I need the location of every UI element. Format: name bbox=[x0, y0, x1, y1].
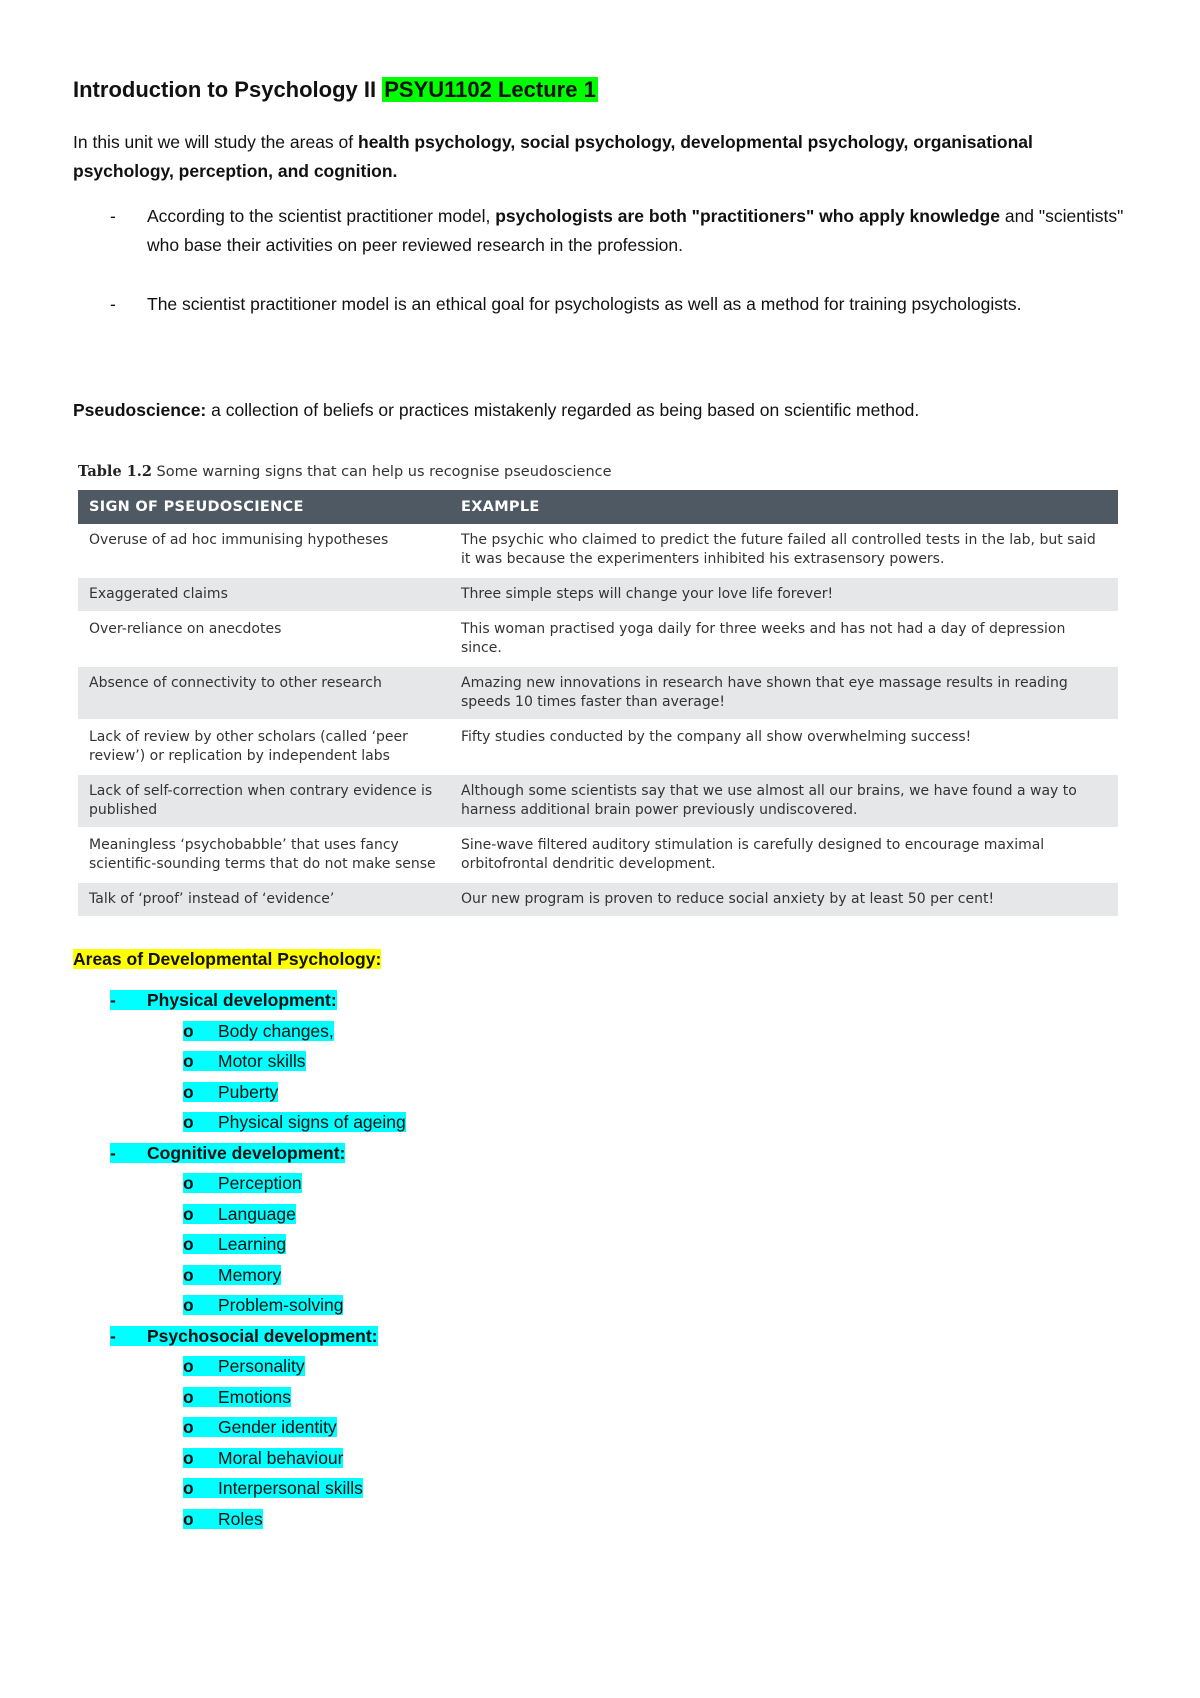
area-subitem bbox=[183, 1354, 305, 1379]
table-cell-sign: Lack of self-correction when contrary evidence is published bbox=[78, 774, 450, 828]
area-subitem-bullet: o bbox=[183, 1020, 194, 1041]
table-cell-sign: Lack of review by other scholars (called ‘peer review’) or replication by independent labs bbox=[78, 720, 450, 774]
area-subitem-highlight bbox=[183, 1509, 263, 1529]
area-subitem-bullet: o bbox=[183, 1386, 194, 1407]
area-subitem-label: Memory bbox=[218, 1264, 282, 1285]
table-header-sign: SIGN OF PSEUDOSCIENCE bbox=[78, 490, 450, 524]
area-subitem bbox=[183, 1049, 306, 1074]
area-subitem bbox=[183, 1019, 334, 1044]
area-subitem bbox=[183, 1446, 343, 1471]
area-subitem-label: Gender identity bbox=[218, 1417, 337, 1437]
area-subitem bbox=[183, 1202, 296, 1227]
areas-heading-text: Areas of Developmental Psychology: bbox=[73, 949, 382, 969]
area-subitem-label: Personality bbox=[218, 1356, 305, 1376]
area-subitem-highlight bbox=[183, 1112, 406, 1132]
table-cell-example: Fifty studies conducted by the company all show overwhelming success! bbox=[450, 720, 1118, 774]
area-category-highlight bbox=[110, 1143, 345, 1163]
table-cell-sign: Exaggerated claims bbox=[78, 577, 450, 612]
pseudoscience-table bbox=[78, 490, 1118, 918]
area-subitem-bullet: o bbox=[183, 1356, 194, 1376]
area-subitem-highlight bbox=[183, 1051, 306, 1071]
table-row bbox=[78, 577, 1118, 612]
table-row bbox=[78, 666, 1118, 720]
area-subitem-bullet: o bbox=[183, 1417, 194, 1437]
table-cell-example: Although some scientists say that we use almost all our brains, we have found a way to harness additional brain power previously undiscovered. bbox=[450, 774, 1118, 828]
area-subitem-label: Perception bbox=[218, 1173, 302, 1193]
area-subitem-label: Interpersonal skills bbox=[218, 1478, 363, 1498]
area-subitem-bullet: o bbox=[183, 1112, 194, 1132]
area-category-label: Psychosocial development: bbox=[147, 1325, 378, 1346]
area-subitem bbox=[183, 1171, 302, 1196]
area-subitem-bullet: o bbox=[183, 1234, 194, 1254]
area-subitem-bullet: o bbox=[183, 1478, 194, 1498]
table-cell-sign: Talk of ‘proof’ instead of ‘evidence’ bbox=[78, 882, 450, 917]
area-subitem bbox=[183, 1385, 291, 1410]
area-subitem-bullet: o bbox=[183, 1447, 194, 1468]
area-category bbox=[110, 1141, 345, 1166]
table-cell-sign: Over-reliance on anecdotes bbox=[78, 612, 450, 666]
table-row bbox=[78, 774, 1118, 828]
area-category-dash: - bbox=[110, 1142, 116, 1163]
table-cell-sign: Absence of connectivity to other research bbox=[78, 666, 450, 720]
bullet-part-bold: psychologists are both "practitioners" who apply knowledge bbox=[495, 206, 1000, 226]
area-subitem-highlight bbox=[183, 1204, 296, 1224]
intro-prefix: In this unit we will study the areas of bbox=[73, 132, 358, 152]
area-subitem-highlight bbox=[183, 1021, 334, 1041]
table-cell-example: The psychic who claimed to predict the future failed all controlled tests in the lab, but said it was because the experimenters inhibited his extrasensory powers. bbox=[450, 524, 1118, 577]
area-category-highlight bbox=[110, 990, 337, 1010]
table-cell-example: Sine-wave filtered auditory stimulation is carefully designed to encourage maximal orbitofrontal dendritic development. bbox=[450, 828, 1118, 882]
table-header-example: EXAMPLE bbox=[450, 490, 1118, 524]
area-subitem bbox=[183, 1110, 406, 1135]
bullet-text bbox=[147, 202, 1147, 260]
area-subitem-highlight bbox=[183, 1387, 291, 1407]
area-subitem-bullet: o bbox=[183, 1264, 194, 1285]
areas-heading bbox=[73, 946, 381, 972]
area-subitem-highlight bbox=[183, 1173, 302, 1193]
area-subitem-label: Moral behaviour bbox=[218, 1447, 344, 1468]
table-row bbox=[78, 524, 1118, 577]
area-subitem-label: Roles bbox=[218, 1508, 263, 1529]
area-category-highlight bbox=[110, 1326, 378, 1346]
area-subitem-highlight bbox=[183, 1417, 337, 1437]
title-course-code: PSYU1102 Lecture 1 bbox=[384, 77, 596, 102]
area-subitem-label: Problem-solving bbox=[218, 1295, 344, 1315]
area-subitem-label: Physical signs of ageing bbox=[218, 1112, 406, 1132]
area-subitem bbox=[183, 1263, 281, 1288]
area-subitem-label: Learning bbox=[218, 1234, 287, 1254]
area-subitem-highlight bbox=[183, 1356, 305, 1376]
area-subitem-highlight bbox=[183, 1295, 343, 1315]
area-subitem-highlight bbox=[183, 1234, 286, 1254]
area-subitem-highlight bbox=[183, 1082, 278, 1102]
table-cell-example: Three simple steps will change your love life forever! bbox=[450, 577, 1118, 612]
table-header-row bbox=[78, 490, 1118, 524]
area-subitem bbox=[183, 1476, 363, 1501]
bullet-text bbox=[147, 290, 1147, 319]
area-subitem bbox=[183, 1507, 263, 1532]
area-subitem-bullet: o bbox=[183, 1203, 194, 1224]
pseudoscience-term: Pseudoscience: bbox=[73, 400, 207, 420]
table-row bbox=[78, 612, 1118, 666]
table-row bbox=[78, 720, 1118, 774]
bullet-part: According to the scientist practitioner model, bbox=[147, 206, 496, 226]
area-subitem-label: Body changes, bbox=[218, 1020, 334, 1041]
bullet-part: The scientist practitioner model is an ethical goal for psychologists as well as a method for training psychologists. bbox=[147, 294, 1022, 314]
area-subitem-bullet: o bbox=[183, 1173, 194, 1193]
area-subitem bbox=[183, 1080, 278, 1105]
intro-paragraph bbox=[73, 128, 1133, 186]
table-cell-example: Our new program is proven to reduce social anxiety by at least 50 per cent! bbox=[450, 882, 1118, 917]
area-subitem-bullet: o bbox=[183, 1295, 194, 1315]
bullet-part: and "scientists" who base their activities on peer reviewed research in the profession. bbox=[147, 206, 1124, 255]
table-cell-example: Amazing new innovations in research have shown that eye massage results in reading speeds 10 times faster than average! bbox=[450, 666, 1118, 720]
area-subitem bbox=[183, 1415, 337, 1440]
table-row bbox=[78, 882, 1118, 917]
intro-areas: health psychology, social psychology, developmental psychology, organisational psychology, perception, and cognition. bbox=[73, 132, 1033, 181]
bullet-dash: - bbox=[110, 294, 116, 314]
area-category-dash: - bbox=[110, 990, 116, 1010]
area-subitem-label: Puberty bbox=[218, 1081, 279, 1102]
area-category bbox=[110, 988, 337, 1013]
area-category-label: Cognitive development: bbox=[147, 1142, 346, 1163]
area-subitem-highlight bbox=[183, 1448, 343, 1468]
table-caption-text: Some warning signs that can help us recognise pseudoscience bbox=[151, 464, 612, 480]
pseudoscience-definition bbox=[73, 396, 1133, 425]
area-subitem bbox=[183, 1232, 286, 1257]
area-subitem-label: Motor skills bbox=[218, 1051, 306, 1071]
area-subitem-highlight bbox=[183, 1478, 363, 1498]
area-category-label: Physical development: bbox=[147, 990, 337, 1010]
table-cell-example: This woman practised yoga daily for three weeks and has not had a day of depression since. bbox=[450, 612, 1118, 666]
area-subitem bbox=[183, 1293, 343, 1318]
area-category bbox=[110, 1324, 378, 1349]
table-cell-sign: Overuse of ad hoc immunising hypotheses bbox=[78, 524, 450, 577]
area-subitem-bullet: o bbox=[183, 1508, 194, 1529]
area-subitem-label: Emotions bbox=[218, 1386, 291, 1407]
pseudoscience-text: a collection of beliefs or practices mistakenly regarded as being based on scientific method. bbox=[206, 400, 920, 420]
area-subitem-highlight bbox=[183, 1265, 281, 1285]
area-subitem-bullet: o bbox=[183, 1081, 194, 1102]
area-category-dash: - bbox=[110, 1325, 116, 1346]
table-caption-label: Table 1.2 bbox=[78, 463, 152, 480]
bullet-dash: - bbox=[110, 206, 116, 226]
area-subitem-label: Language bbox=[218, 1203, 296, 1224]
area-subitem-bullet: o bbox=[183, 1051, 194, 1071]
table-cell-sign: Meaningless ‘psychobabble’ that uses fancy scientific-sounding terms that do not make sense bbox=[78, 828, 450, 882]
table-row bbox=[78, 828, 1118, 882]
page-title bbox=[73, 76, 598, 104]
table-caption bbox=[78, 463, 612, 480]
title-main: Introduction to Psychology II bbox=[73, 77, 383, 102]
